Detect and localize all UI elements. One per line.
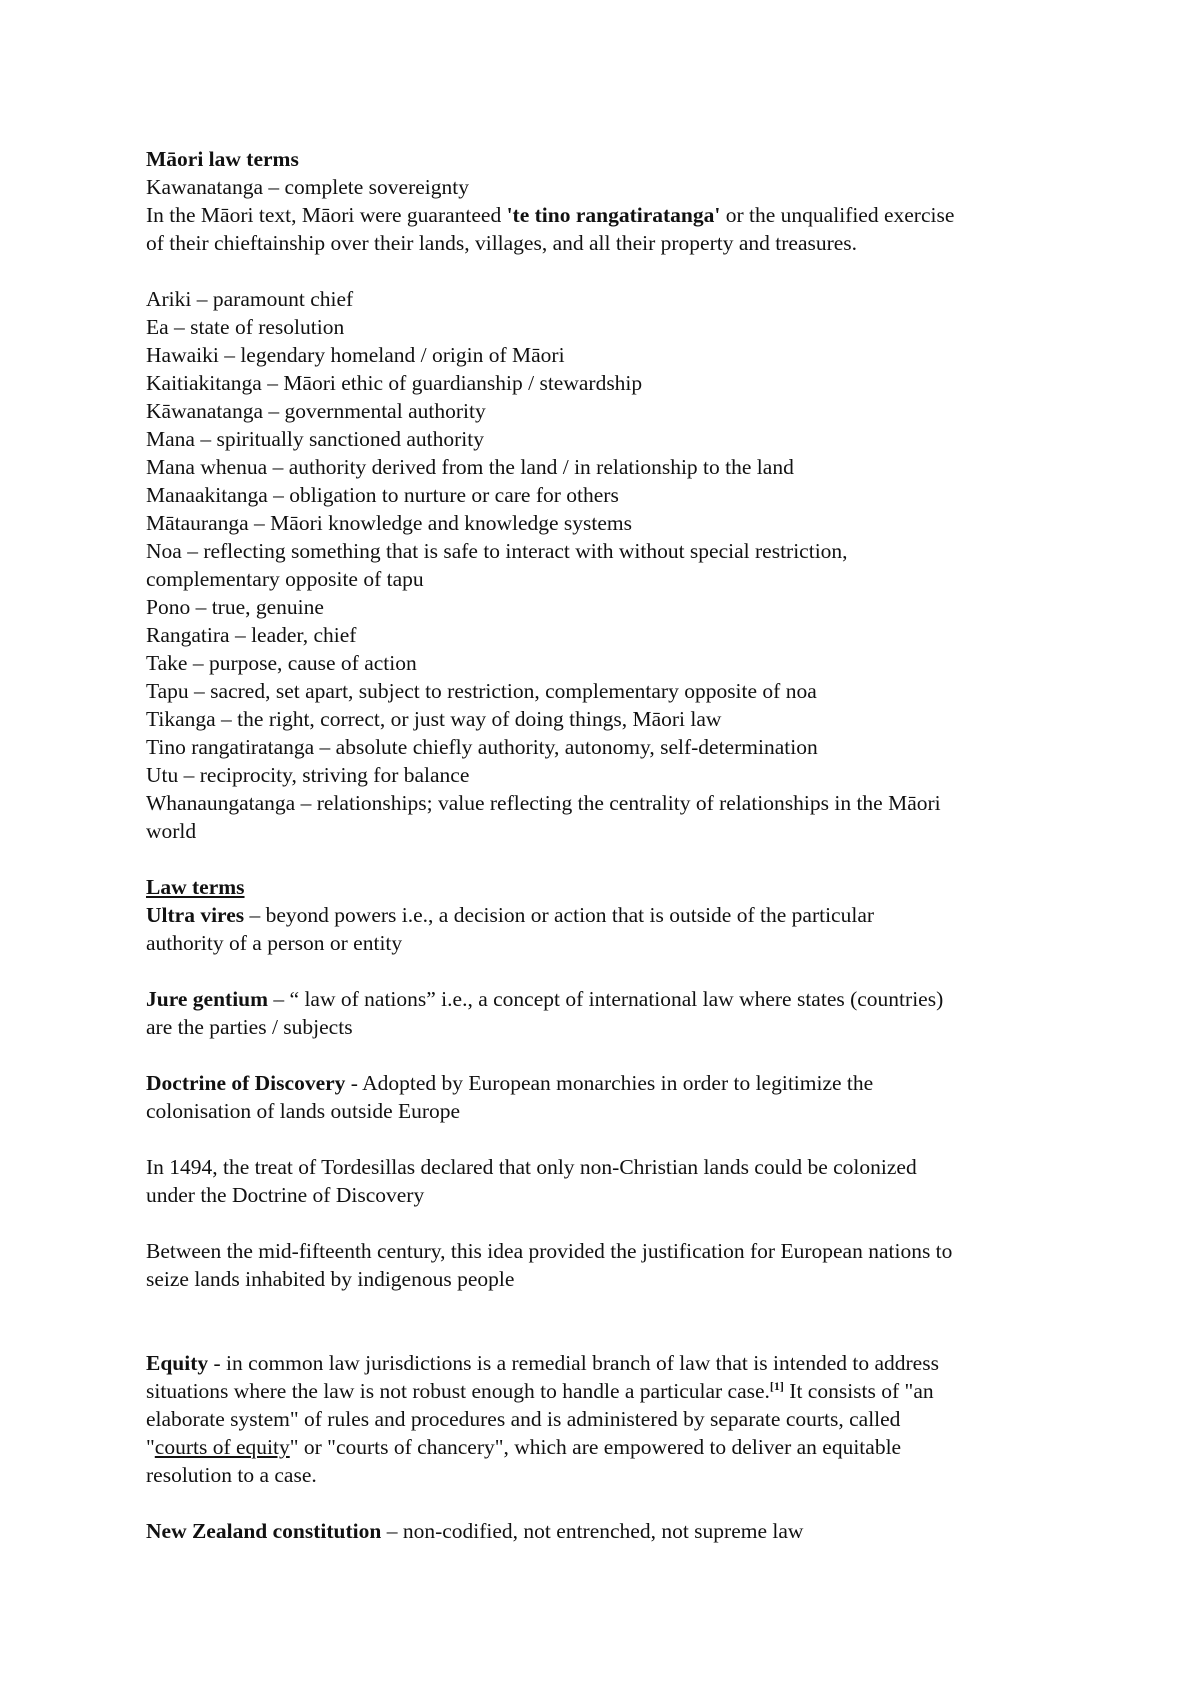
equity-line-4-quote: " — [146, 1435, 155, 1459]
spacer — [146, 1209, 1086, 1237]
term-line: Ariki – paramount chief — [146, 287, 354, 311]
spacer — [146, 257, 1086, 285]
equity-line-2 — [146, 1377, 1086, 1405]
law-terms-heading: Law terms — [146, 875, 245, 899]
term-line: Tikanga – the right, correct, or just way of doing things, Māori law — [146, 707, 722, 731]
equity-line-3: elaborate system" of rules and procedures and is administered by separate courts, called — [146, 1407, 901, 1431]
equity-line-2-rest: It consists of "an — [783, 1379, 934, 1403]
te-tino-rangatiratanga-bold: 'te tino rangatiratanga' — [506, 203, 721, 227]
equity-line-4-rest: " or "courts of chancery", which are empowered to deliver an equitable — [289, 1435, 902, 1459]
maori-text-after: or the unqualified exercise — [720, 203, 955, 227]
equity-definition: - in common law jurisdictions is a remedial branch of law that is intended to address — [208, 1351, 939, 1375]
jure-gentium-term: Jure gentium — [146, 987, 269, 1011]
nz-constitution-line — [146, 1517, 1086, 1545]
maori-law-terms-heading: Māori law terms — [146, 147, 299, 171]
maori-text-intro: In the Māori text, Māori were guaranteed — [146, 203, 507, 227]
term-line: Mana whenua – authority derived from the land / in relationship to the land — [146, 455, 794, 479]
term-line: Kaitiakitanga – Māori ethic of guardianship / stewardship — [146, 371, 643, 395]
term-line: Noa – reflecting something that is safe to interact with without special restriction, — [146, 539, 848, 563]
tordesillas-line-2: under the Doctrine of Discovery — [146, 1183, 425, 1207]
term-line: Tapu – sacred, set apart, subject to restriction, complementary opposite of noa — [146, 679, 817, 703]
ultra-vires-term: Ultra vires — [146, 903, 245, 927]
spacer — [146, 1041, 1086, 1069]
equity-term: Equity — [146, 1351, 209, 1375]
doctrine-of-discovery-term: Doctrine of Discovery — [146, 1071, 346, 1095]
term-line: Utu – reciprocity, striving for balance — [146, 763, 470, 787]
spacer — [146, 1489, 1086, 1517]
maori-text-paragraph-line-1 — [146, 201, 1086, 229]
doctrine-definition: - Adopted by European monarchies in order to legitimize the — [345, 1071, 874, 1095]
tordesillas-line-1: In 1494, the treat of Tordesillas declared that only non-Christian lands could be colonized — [146, 1155, 917, 1179]
document-page — [146, 145, 1086, 1545]
equity-line-4 — [146, 1433, 1086, 1461]
ultra-vires-line-2: authority of a person or entity — [146, 931, 403, 955]
justification-line-1: Between the mid-fifteenth century, this idea provided the justification for European nations to — [146, 1239, 953, 1263]
term-line: Pono – true, genuine — [146, 595, 324, 619]
footnote-reference: [1] — [769, 1379, 784, 1393]
nz-constitution-term: New Zealand constitution — [146, 1519, 382, 1543]
doctrine-line-2: colonisation of lands outside Europe — [146, 1099, 461, 1123]
term-line: Rangatira – leader, chief — [146, 623, 357, 647]
term-line: Take – purpose, cause of action — [146, 651, 417, 675]
jure-gentium-definition: – “ law of nations” i.e., a concept of international law where states (countries) — [268, 987, 944, 1011]
equity-line-5: resolution to a case. — [146, 1463, 317, 1487]
term-line: Tino rangatiratanga – absolute chiefly authority, autonomy, self-determination — [146, 735, 818, 759]
equity-line-2-text: situations where the law is not robust enough to handle a particular case. — [146, 1379, 770, 1403]
jure-gentium-line-1 — [146, 985, 1086, 1013]
term-line: Ea – state of resolution — [146, 315, 345, 339]
spacer — [146, 845, 1086, 873]
ultra-vires-line-1 — [146, 901, 1086, 929]
term-line: Mātauranga – Māori knowledge and knowledge systems — [146, 511, 633, 535]
spacer — [146, 1321, 1086, 1349]
term-line: Manaakitanga – obligation to nurture or care for others — [146, 483, 619, 507]
equity-line-1 — [146, 1349, 1086, 1377]
maori-text-paragraph-line-2: of their chieftainship over their lands, villages, and all their property and treasures. — [146, 231, 858, 255]
kawanatanga-definition: Kawanatanga – complete sovereignty — [146, 175, 469, 199]
doctrine-line-1 — [146, 1069, 1086, 1097]
courts-of-equity-link[interactable]: courts of equity — [154, 1435, 290, 1459]
spacer — [146, 1125, 1086, 1153]
spacer — [146, 957, 1086, 985]
term-line: world — [146, 819, 197, 843]
term-line: Kāwanatanga – governmental authority — [146, 399, 486, 423]
term-line: Hawaiki – legendary homeland / origin of Māori — [146, 343, 565, 367]
justification-line-2: seize lands inhabited by indigenous people — [146, 1267, 515, 1291]
spacer — [146, 1293, 1086, 1321]
jure-gentium-line-2: are the parties / subjects — [146, 1015, 353, 1039]
ultra-vires-definition: – beyond powers i.e., a decision or action that is outside of the particular — [244, 903, 875, 927]
nz-constitution-definition: – non-codified, not entrenched, not supreme law — [381, 1519, 804, 1543]
term-line: complementary opposite of tapu — [146, 567, 424, 591]
term-line: Whanaungatanga – relationships; value reflecting the centrality of relationships in the Māori — [146, 791, 941, 815]
term-line: Mana – spiritually sanctioned authority — [146, 427, 484, 451]
